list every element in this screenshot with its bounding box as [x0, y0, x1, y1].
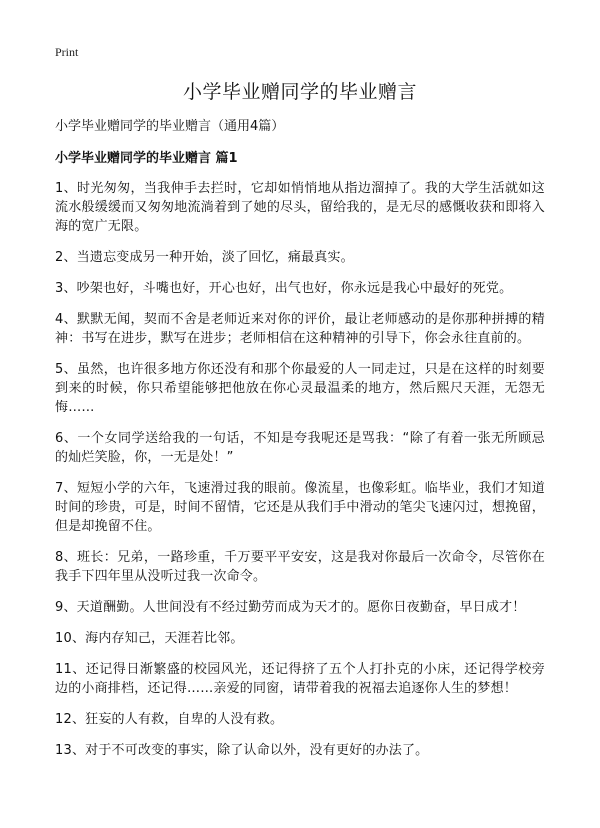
list-item: 8、班长：兄弟，一路珍重，千万要平平安安，这是我对你最后一次命令，尽管你在我手下四年里从没听过我一次命令。 — [55, 550, 545, 584]
list-item: 3、吵架也好，斗嘴也好，开心也好，出气也好，你永远是我心中最好的死党。 — [55, 281, 513, 296]
section-heading: 小学毕业赠同学的毕业赠言 篇1 — [55, 151, 238, 166]
quote-list — [55, 179, 545, 772]
list-item: 4、默默无闻，契而不舍是老师近来对你的评价，最让老师感动的是你那种拼搏的精神：书写在进步，默写在进步；老师相信在这种精神的引导下，你会永往直前的。 — [55, 312, 545, 346]
list-item: 5、虽然，也许很多地方你还没有和那个你最爱的人一同走过，只是在这样的时刻要到来的时候，你只希望能够把他放在你心灵最温柔的地方，然后熙尺天涯，无怨无悔…… — [55, 362, 545, 415]
list-item: 13、对于不可改变的事实，除了认命以外，没有更好的办法了。 — [55, 743, 429, 758]
list-item: 6、一个女同学送给我的一句话，不知是夸我呢还是骂我：“除了有着一张无所顾忌的灿烂笑脸，你，一无是处！” — [55, 431, 545, 465]
list-item: 11、还记得日渐繁盛的校园风光，还记得挤了五个人打扑克的小床，还记得学校旁边的小商排档，还记得……亲爱的同窗，请带着我的祝福去追逐你人生的梦想！ — [55, 662, 545, 696]
document-subtitle: 小学毕业赠同学的毕业赠言（通用4篇） — [55, 119, 285, 134]
list-item: 12、狂妄的人有救，自卑的人没有救。 — [55, 712, 284, 727]
print-link[interactable]: Print — [55, 45, 79, 59]
list-item: 9、天道酬勤。人世间没有不经过勤劳而成为天才的。愿你日夜勤奋，早日成才！ — [55, 600, 526, 615]
list-item: 10、海内存知己，天涯若比邻。 — [55, 631, 244, 646]
list-item: 2、当遗忘变成另一种开始，淡了回忆，痛最真实。 — [55, 250, 354, 265]
page-title: 小学毕业赠同学的毕业赠言 — [182, 81, 417, 103]
list-item: 1、时光匆匆，当我伸手去拦时，它却如悄悄地从指边溜掉了。我的大学生活就如这流水般缓缓而又匆匆地流淌着到了她的尽头，留给我的，是无尽的感慨收获和即将入海的宽广无限。 — [55, 181, 545, 234]
list-item: 7、短短小学的六年，飞速滑过我的眼前。像流星，也像彩虹。临毕业，我们才知道时间的珍贵，可是，时间不留情，它还是从我们手中滑动的笔尖飞速闪过，想挽留，但是却挽留不住。 — [55, 481, 545, 534]
